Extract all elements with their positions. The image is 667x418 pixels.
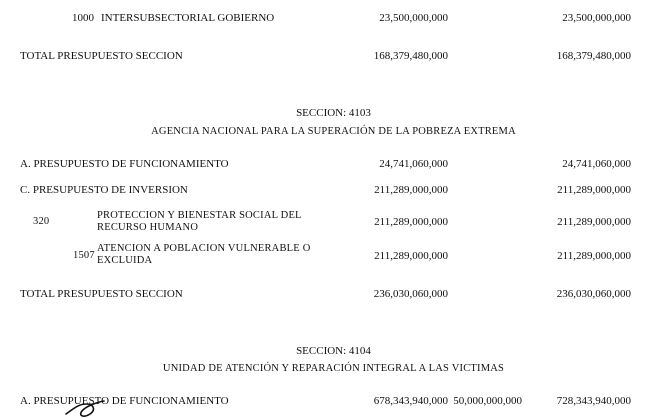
section-heading: SECCION: 4104 [296, 345, 371, 357]
inversion-label: C. PRESUPUESTO DE INVERSION [20, 184, 188, 196]
program-code: 320 [33, 216, 50, 227]
subprogram-code: 1507 [73, 250, 95, 261]
program-value-col3: 23,500,000,000 [562, 12, 631, 24]
inversion-value-col3: 211,289,000,000 [557, 184, 631, 196]
section-name: UNIDAD DE ATENCIÓN Y REPARACIÓN INTEGRAL A LAS VICTIMAS [162, 363, 505, 374]
section-name: AGENCIA NACIONAL PARA LA SUPERACIÓN DE LA POBREZA EXTREMA [151, 126, 516, 137]
program-value-col1: 211,289,000,000 [374, 216, 448, 228]
total-value-col3: 236,030,060,000 [556, 288, 631, 300]
funcionamiento-value-col3: 728,343,940,000 [556, 395, 631, 407]
total-value-col1: 168,379,480,000 [373, 50, 448, 62]
program-label: INTERSUBSECTORIAL GOBIERNO [101, 12, 275, 24]
funcionamiento-value-col1: 678,343,940,000 [373, 395, 448, 407]
subprogram-label-line2: EXCLUIDA [97, 255, 153, 266]
subprogram-value-col3: 211,289,000,000 [557, 250, 631, 262]
total-value-col3: 168,379,480,000 [556, 50, 631, 62]
section-heading: SECCION: 4103 [296, 107, 371, 119]
program-code: 1000 [72, 12, 94, 24]
program-label-line1: PROTECCION Y BIENESTAR SOCIAL DEL [97, 210, 302, 221]
funcionamiento-value-col3: 24,741,060,000 [562, 158, 631, 170]
program-value-col3: 211,289,000,000 [557, 216, 631, 228]
handwritten-mark-icon [64, 398, 108, 418]
total-label: TOTAL PRESUPUESTO SECCION [20, 288, 183, 300]
funcionamiento-label: A. PRESUPUESTO DE FUNCIONAMIENTO [20, 158, 229, 170]
funcionamiento-value-col1: 24,741,060,000 [379, 158, 448, 170]
program-value-col1: 23,500,000,000 [379, 12, 448, 24]
subprogram-value-col1: 211,289,000,000 [374, 250, 448, 262]
total-label: TOTAL PRESUPUESTO SECCION [20, 50, 183, 62]
subprogram-label-line1: ATENCION A POBLACION VULNERABLE O [97, 243, 311, 254]
program-label-line2: RECURSO HUMANO [97, 222, 199, 233]
inversion-value-col1: 211,289,000,000 [374, 184, 448, 196]
funcionamiento-value-col2: 50,000,000,000 [453, 395, 522, 407]
funcionamiento-label: A. PRESUPUESTO DE FUNCIONAMIENTO [20, 395, 229, 407]
total-value-col1: 236,030,060,000 [373, 288, 448, 300]
